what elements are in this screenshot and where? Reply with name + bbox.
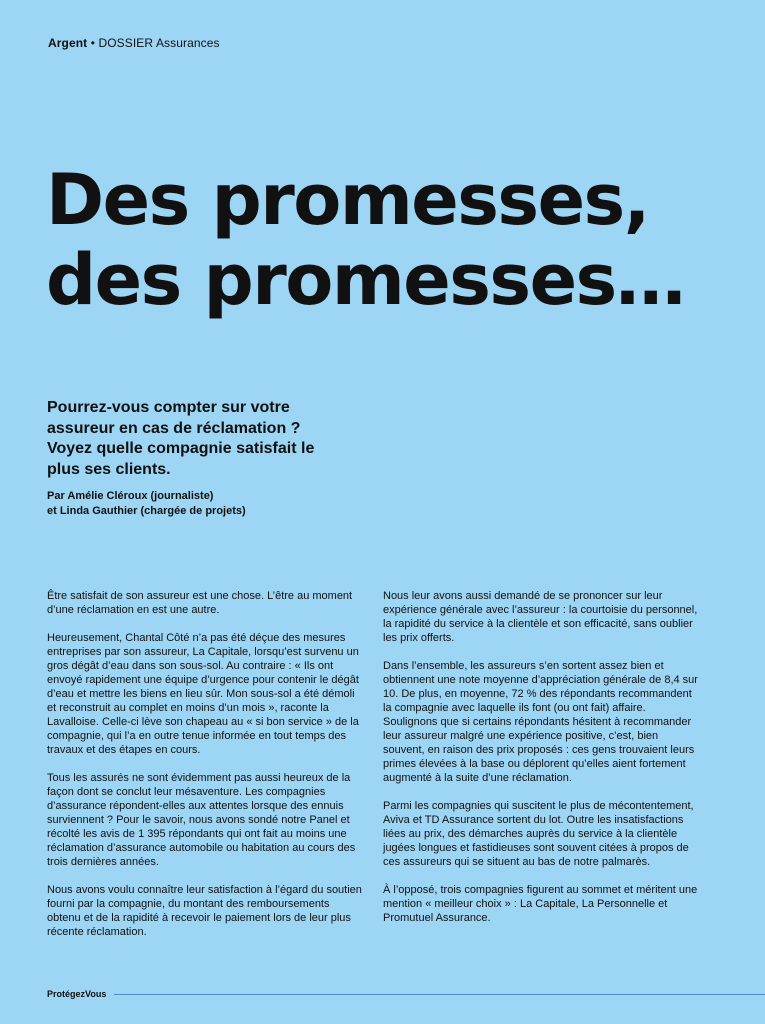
section-kicker bbox=[48, 36, 220, 50]
footer-brand: ProtégezVous bbox=[47, 989, 107, 999]
headline-line-2: des promesses… bbox=[46, 239, 685, 321]
byline-line-2: et Linda Gauthier (chargée de projets) bbox=[47, 505, 246, 517]
body-paragraph: Nous avons voulu connaître leur satisfaction à l’égard du soutien fourni par la compagnie, du montant des remboursements obtenu et de la rapidité à recevoir le paiement lors de leur plus récente réclamation. bbox=[47, 884, 362, 938]
kicker-separator: • bbox=[90, 36, 96, 50]
page-title bbox=[46, 160, 736, 320]
headline-line-1: Des promesses, bbox=[46, 159, 649, 241]
body-paragraph: Parmi les compagnies qui suscitent le plus de mécontentement, Aviva et TD Assurance sortent du lot. Outre les insatisfactions liées au prix, des démarches auprès du service à la clientèle jugées longues et fastidieuses sont souvent citées à propos de ces assureurs qui se situent au bas de notre palmarès. bbox=[383, 800, 694, 868]
body-paragraph: Heureusement, Chantal Côté n’a pas été déçue des mesures entreprises par son assureur, La Capitale, lorsqu’est survenu un gros dégât d’eau dans son sous-sol. Au contraire : « Ils ont envoyé rapidement une équipe d’urgence pour contenir le dégât d’eau et mettre les biens en lieu sûr. Mon sous-sol a été démoli et reconstruit au complet en moins d’un mois », raconte la Lavalloise. Celle-ci lève son chapeau au « si bon service » de la compagnie, qui l’a en outre tenue informée en tout temps des travaux et des étapes en cours. bbox=[47, 632, 359, 756]
body-paragraph: Tous les assurés ne sont évidemment pas aussi heureux de la façon dont se conclut leur mésaventure. Les compagnies d’assurance répondent-elles aux attentes lorsque des ennuis surviennent ? Pour le savoir, nous avons sondé notre Panel et récolté les avis de 1 395 répondants qui ont fait au moins une réclamation d’assurance automobile ou habitation au cours des trois dernières années. bbox=[47, 772, 356, 868]
body-paragraph: Dans l’ensemble, les assureurs s’en sortent assez bien et obtiennent une note moyenne d’appréciation générale de 8,4 sur 10. De plus, en moyenne, 72 % des répondants recommandent la compagnie avec laquelle ils font (ou ont fait) affaire. Soulignons que si certains répondants hésitent à recommander leur assureur malgré une expérience positive, c’est, bien souvent, en raison des prix proposés : ces gens trouvaient leurs primes élevées à la base ou déplorent qu’elles aient fortement augmenté à la suite d’une réclamation. bbox=[383, 660, 698, 784]
body-column-left bbox=[47, 589, 365, 953]
body-column-right bbox=[383, 589, 701, 939]
footer-rule bbox=[114, 994, 765, 995]
byline-line-1: Par Amélie Cléroux (journaliste) bbox=[47, 490, 214, 502]
byline bbox=[47, 489, 347, 519]
article-dek: Pourrez-vous compter sur votre assureur en cas de réclamation ? Voyez quelle compagnie satisfait le plus ses clients. bbox=[47, 399, 315, 478]
page-footer bbox=[47, 989, 765, 999]
body-paragraph: À l’opposé, trois compagnies figurent au sommet et méritent une mention « meilleur choix » : La Capitale, La Personnelle et Promutuel Assurance. bbox=[383, 884, 698, 924]
body-paragraph: Nous leur avons aussi demandé de se prononcer sur leur expérience générale avec l’assureur : la courtoisie du personnel, la rapidité du service à la clientèle et son efficacité, sans oublier les prix offerts. bbox=[383, 590, 698, 644]
dossier-label: DOSSIER Assurances bbox=[98, 36, 220, 50]
body-paragraph: Être satisfait de son assureur est une chose. L’être au moment d’une réclamation en est une autre. bbox=[47, 590, 353, 616]
section-name: Argent bbox=[48, 36, 88, 50]
